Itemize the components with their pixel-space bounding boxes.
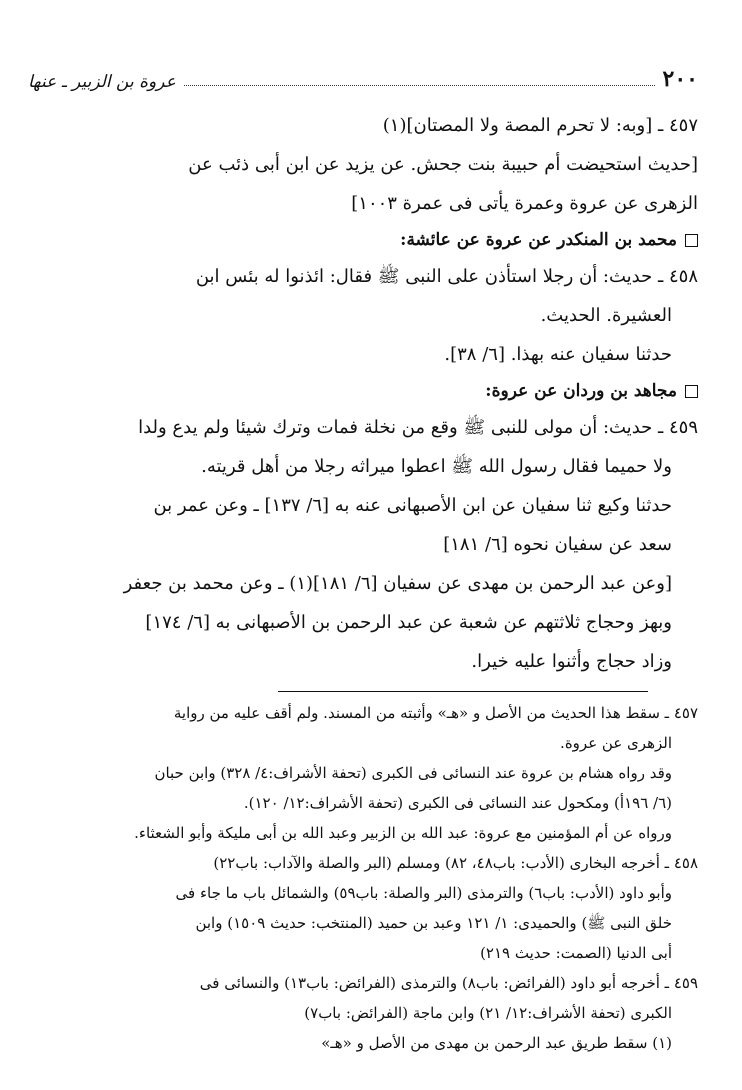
footnote-line (28, 1028, 698, 1058)
line-text: مجاهد بن وردان عن عروة: (485, 381, 677, 401)
footnote-line (28, 998, 698, 1028)
footnote-separator (278, 691, 648, 692)
text-line (28, 564, 698, 603)
line-text: [وعن عبد الرحمن بن مهدى عن سفيان [٦/ ١٨١](١) ـ وعن محمد بن جعفر (123, 573, 672, 594)
text-line (28, 408, 698, 447)
line-text: ٤٥٩ ـ حديث: أن مولى للنبى ﷺ وقع من نخلة فمات وترك شيئا ولم يدع ولدا (138, 417, 698, 438)
text-line (28, 603, 698, 642)
line-text: وقد رواه هشام بن عروة عند النسائى فى الكبرى (تحفة الأشراف:٤/ ٣٢٨) وابن حبان (154, 764, 672, 782)
text-line (28, 257, 698, 296)
line-text: وبهز وحجاج ثلاثتهم عن شعبة عن عبد الرحمن بن الأصبهانى به [٦/ ١٧٤] (145, 612, 672, 633)
page-number: ٢٠٠ (662, 66, 698, 92)
running-title: عروة بن الزبير ـ عنها (28, 72, 176, 92)
footnote-line (28, 848, 698, 878)
line-text: وزاد حجاج وأثنوا عليه خيرا. (471, 651, 672, 672)
line-text: حدثنا سفيان عنه بهذا. [٦/ ٣٨]. (444, 344, 672, 365)
main-text (28, 106, 698, 681)
footnote-line (28, 788, 698, 818)
line-text: [حديث استحيضت أم حبيبة بنت جحش. عن يزيد عن ابن أبى ذئب عن (188, 154, 698, 175)
line-text: سعد عن سفيان نحوه [٦/ ١٨١] (443, 534, 672, 555)
text-line (28, 642, 698, 681)
footnote-line (28, 938, 698, 968)
text-line (28, 525, 698, 564)
page-header (28, 58, 698, 92)
footnote-line (28, 968, 698, 998)
square-bullet-icon (685, 234, 698, 247)
line-text: ٤٥٨ ـ أخرجه البخارى (الأدب: باب٤٨، ٨٢) ومسلم (البر والصلة والآداب: باب٢٢) (213, 854, 698, 872)
footnote-line (28, 758, 698, 788)
footnote-line (28, 698, 698, 728)
text-line (28, 184, 698, 223)
line-text: الكبرى (تحفة الأشراف:١٢/ ٢١) وابن ماجة (الفرائض: باب٧) (304, 1004, 672, 1022)
text-line (28, 106, 698, 145)
line-text: ٤٥٨ ـ حديث: أن رجلا استأذن على النبى ﷺ فقال: ائذنوا له بئس ابن (195, 266, 698, 287)
footnote-line (28, 878, 698, 908)
line-text: (١) سقط طريق عبد الرحمن بن مهدى من الأصل و «هـ» (321, 1034, 672, 1052)
footnote-line (28, 818, 698, 848)
section-heading (28, 223, 698, 257)
line-text: ٤٥٩ ـ أخرجه أبو داود (الفرائض: باب٨) والترمذى (الفرائض: باب١٣) والنسائى فى (199, 974, 698, 992)
text-line (28, 447, 698, 486)
line-text: الزهرى عن عروة وعمرة يأتى فى عمرة ١٠٠٣] (351, 193, 698, 214)
line-text: محمد بن المنكدر عن عروة عن عائشة: (400, 230, 677, 250)
line-text: العشيرة. الحديث. (540, 305, 672, 326)
text-line (28, 486, 698, 525)
line-text: (٦/ ١٩٦أ) ومكحول عند النسائى فى الكبرى (تحفة الأشراف:١٢/ ١٢٠). (243, 794, 672, 812)
line-text: أبى الدنيا (الصمت: حديث ٢١٩) (480, 944, 672, 962)
line-text: ولا حميما فقال رسول الله ﷺ اعطوا ميراثه رجلا من أهل قريته. (201, 456, 672, 477)
square-bullet-icon (685, 385, 698, 398)
section-heading (28, 374, 698, 408)
line-text: حدثنا وكيع ثنا سفيان عن ابن الأصبهانى عنه به [٦/ ١٣٧] ـ وعن عمر بن (153, 495, 672, 516)
line-text: الزهرى عن عروة. (560, 734, 672, 752)
footnotes (28, 698, 698, 1058)
footnote-line (28, 728, 698, 758)
text-line (28, 296, 698, 335)
line-text: ورواه عن أم المؤمنين مع عروة: عبد الله بن الزبير وعبد الله بن أبى مليكة وأبو الشعثاء. (134, 824, 672, 842)
line-text: ٤٥٧ ـ سقط هذا الحديث من الأصل و «هـ» وأثبته من المسند. ولم أقف عليه من رواية (173, 704, 698, 722)
footnote-line (28, 908, 698, 938)
line-text: ٤٥٧ ـ [وبه: لا تحرم المصة ولا المصتان](١) (382, 115, 698, 136)
line-text: خلق النبى ﷺ) والحميدى: ١/ ١٢١ وعبد بن حميد (المنتخب: حديث ١٥٠٩) وابن (195, 914, 672, 932)
header-dotted-rule (184, 85, 655, 86)
line-text: وأبو داود (الأدب: باب٦) والترمذى (البر والصلة: باب٥٩) والشمائل باب ما جاء فى (175, 884, 672, 902)
text-line (28, 335, 698, 374)
text-line (28, 145, 698, 184)
